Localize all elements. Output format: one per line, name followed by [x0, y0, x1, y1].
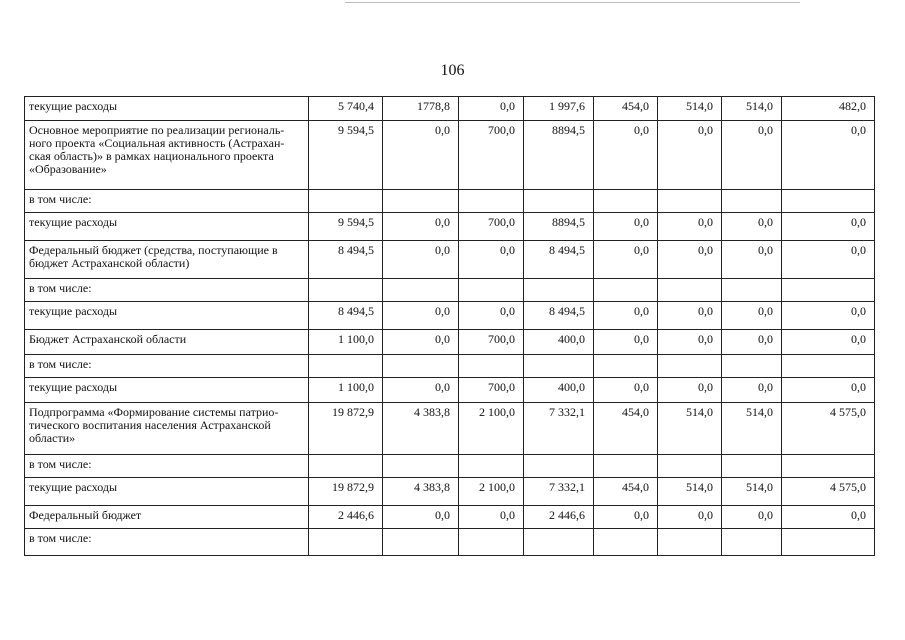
cell-value — [722, 190, 782, 213]
cell-value: 0,0 — [782, 213, 875, 241]
table-row — [25, 241, 875, 279]
table-row — [25, 97, 875, 121]
cell-value — [594, 355, 658, 378]
header-rule — [345, 2, 800, 3]
cell-value: 2 446,6 — [309, 506, 383, 529]
cell-value — [722, 355, 782, 378]
cell-value: 454,0 — [594, 97, 658, 121]
table-row — [25, 279, 875, 302]
table-row — [25, 355, 875, 378]
cell-value — [782, 279, 875, 302]
cell-value: 9 594,5 — [309, 213, 383, 241]
cell-value: 0,0 — [782, 302, 875, 330]
cell-value: 514,0 — [722, 97, 782, 121]
cell-value: 8 494,5 — [309, 241, 383, 279]
table-body — [25, 97, 875, 556]
cell-value: 0,0 — [658, 302, 722, 330]
cell-value: 1 100,0 — [309, 330, 383, 355]
cell-value: 400,0 — [524, 378, 594, 403]
cell-value: 0,0 — [459, 302, 524, 330]
cell-value — [782, 529, 875, 556]
cell-value: 1778,8 — [383, 97, 459, 121]
cell-value: 482,0 — [782, 97, 875, 121]
cell-value: 0,0 — [722, 378, 782, 403]
cell-value — [658, 529, 722, 556]
cell-value: 0,0 — [782, 241, 875, 279]
table-row — [25, 302, 875, 330]
cell-value — [658, 355, 722, 378]
cell-value: 0,0 — [722, 330, 782, 355]
cell-value: 0,0 — [594, 506, 658, 529]
cell-value: 0,0 — [383, 302, 459, 330]
cell-value — [658, 190, 722, 213]
cell-value — [383, 529, 459, 556]
cell-value: 514,0 — [658, 403, 722, 455]
cell-value — [524, 529, 594, 556]
row-label: в том числе: — [25, 355, 309, 378]
cell-value — [594, 529, 658, 556]
cell-value — [594, 190, 658, 213]
cell-value — [782, 455, 875, 478]
row-label: в том числе: — [25, 455, 309, 478]
cell-value: 4 575,0 — [782, 403, 875, 455]
row-label: текущие расходы — [25, 302, 309, 330]
cell-value: 4 575,0 — [782, 478, 875, 506]
table-row — [25, 378, 875, 403]
cell-value: 0,0 — [722, 506, 782, 529]
cell-value: 2 100,0 — [459, 478, 524, 506]
cell-value: 454,0 — [594, 478, 658, 506]
row-label: в том числе: — [25, 279, 309, 302]
cell-value — [309, 529, 383, 556]
cell-value: 0,0 — [782, 121, 875, 190]
cell-value: 454,0 — [594, 403, 658, 455]
row-label: Подпрограмма «Формирование системы патрио-тического воспитания населения Астраханской области» — [25, 403, 309, 455]
cell-value: 0,0 — [594, 330, 658, 355]
cell-value: 0,0 — [658, 506, 722, 529]
cell-value — [383, 455, 459, 478]
table-row — [25, 478, 875, 506]
cell-value: 0,0 — [594, 378, 658, 403]
cell-value: 0,0 — [459, 241, 524, 279]
cell-value: 8894,5 — [524, 213, 594, 241]
cell-value: 0,0 — [782, 330, 875, 355]
cell-value — [524, 279, 594, 302]
cell-value: 0,0 — [383, 506, 459, 529]
cell-value — [722, 529, 782, 556]
cell-value: 0,0 — [722, 213, 782, 241]
cell-value: 1 997,6 — [524, 97, 594, 121]
cell-value: 514,0 — [722, 403, 782, 455]
cell-value — [782, 355, 875, 378]
row-label: Основное мероприятие по реализации региональ-ного проекта «Социальная активность (Астрахан-ская область)» в рамках национального проекта «Образование» — [25, 121, 309, 190]
cell-value: 0,0 — [658, 121, 722, 190]
cell-value: 5 740,4 — [309, 97, 383, 121]
row-label: текущие расходы — [25, 378, 309, 403]
cell-value: 8894,5 — [524, 121, 594, 190]
cell-value: 0,0 — [383, 213, 459, 241]
cell-value: 7 332,1 — [524, 478, 594, 506]
cell-value — [722, 455, 782, 478]
cell-value — [383, 355, 459, 378]
cell-value: 700,0 — [459, 330, 524, 355]
cell-value: 8 494,5 — [524, 302, 594, 330]
cell-value: 8 494,5 — [524, 241, 594, 279]
table-row — [25, 529, 875, 556]
cell-value — [658, 455, 722, 478]
cell-value: 0,0 — [594, 121, 658, 190]
cell-value: 0,0 — [459, 97, 524, 121]
cell-value: 0,0 — [658, 213, 722, 241]
cell-value: 0,0 — [722, 241, 782, 279]
cell-value: 1 100,0 — [309, 378, 383, 403]
cell-value: 0,0 — [658, 241, 722, 279]
cell-value: 514,0 — [722, 478, 782, 506]
cell-value — [524, 355, 594, 378]
cell-value — [722, 279, 782, 302]
cell-value — [459, 529, 524, 556]
cell-value: 0,0 — [594, 213, 658, 241]
table-row — [25, 455, 875, 478]
cell-value: 8 494,5 — [309, 302, 383, 330]
cell-value: 0,0 — [722, 121, 782, 190]
cell-value: 2 446,6 — [524, 506, 594, 529]
cell-value: 700,0 — [459, 121, 524, 190]
table-row — [25, 403, 875, 455]
table-row — [25, 506, 875, 529]
cell-value — [383, 279, 459, 302]
cell-value — [309, 455, 383, 478]
row-label: Федеральный бюджет — [25, 506, 309, 529]
cell-value — [658, 279, 722, 302]
cell-value: 0,0 — [594, 241, 658, 279]
table-row — [25, 121, 875, 190]
cell-value: 0,0 — [658, 378, 722, 403]
table-row — [25, 330, 875, 355]
cell-value: 0,0 — [383, 378, 459, 403]
cell-value: 19 872,9 — [309, 478, 383, 506]
cell-value: 19 872,9 — [309, 403, 383, 455]
cell-value: 4 383,8 — [383, 403, 459, 455]
page-number: 106 — [440, 62, 465, 79]
row-label: текущие расходы — [25, 213, 309, 241]
row-label: текущие расходы — [25, 97, 309, 121]
cell-value: 0,0 — [722, 302, 782, 330]
cell-value: 700,0 — [459, 213, 524, 241]
cell-value — [782, 190, 875, 213]
cell-value — [309, 279, 383, 302]
cell-value: 2 100,0 — [459, 403, 524, 455]
cell-value: 0,0 — [782, 378, 875, 403]
cell-value: 514,0 — [658, 97, 722, 121]
cell-value: 9 594,5 — [309, 121, 383, 190]
cell-value — [459, 279, 524, 302]
table-row — [25, 213, 875, 241]
cell-value: 0,0 — [459, 506, 524, 529]
row-label: в том числе: — [25, 529, 309, 556]
cell-value: 7 332,1 — [524, 403, 594, 455]
cell-value: 0,0 — [383, 241, 459, 279]
cell-value: 0,0 — [383, 121, 459, 190]
cell-value — [459, 355, 524, 378]
cell-value — [459, 190, 524, 213]
table-row — [25, 190, 875, 213]
cell-value: 4 383,8 — [383, 478, 459, 506]
row-label: в том числе: — [25, 190, 309, 213]
cell-value: 514,0 — [658, 478, 722, 506]
cell-value — [459, 455, 524, 478]
cell-value — [594, 455, 658, 478]
cell-value — [309, 355, 383, 378]
budget-table — [24, 96, 875, 556]
cell-value: 0,0 — [782, 506, 875, 529]
cell-value — [594, 279, 658, 302]
cell-value — [383, 190, 459, 213]
cell-value — [309, 190, 383, 213]
cell-value: 700,0 — [459, 378, 524, 403]
cell-value: 0,0 — [658, 330, 722, 355]
cell-value: 0,0 — [594, 302, 658, 330]
cell-value: 0,0 — [383, 330, 459, 355]
row-label: Федеральный бюджет (средства, поступающие в бюджет Астраханской области) — [25, 241, 309, 279]
row-label: текущие расходы — [25, 478, 309, 506]
cell-value — [524, 190, 594, 213]
cell-value: 400,0 — [524, 330, 594, 355]
row-label: Бюджет Астраханской области — [25, 330, 309, 355]
cell-value — [524, 455, 594, 478]
